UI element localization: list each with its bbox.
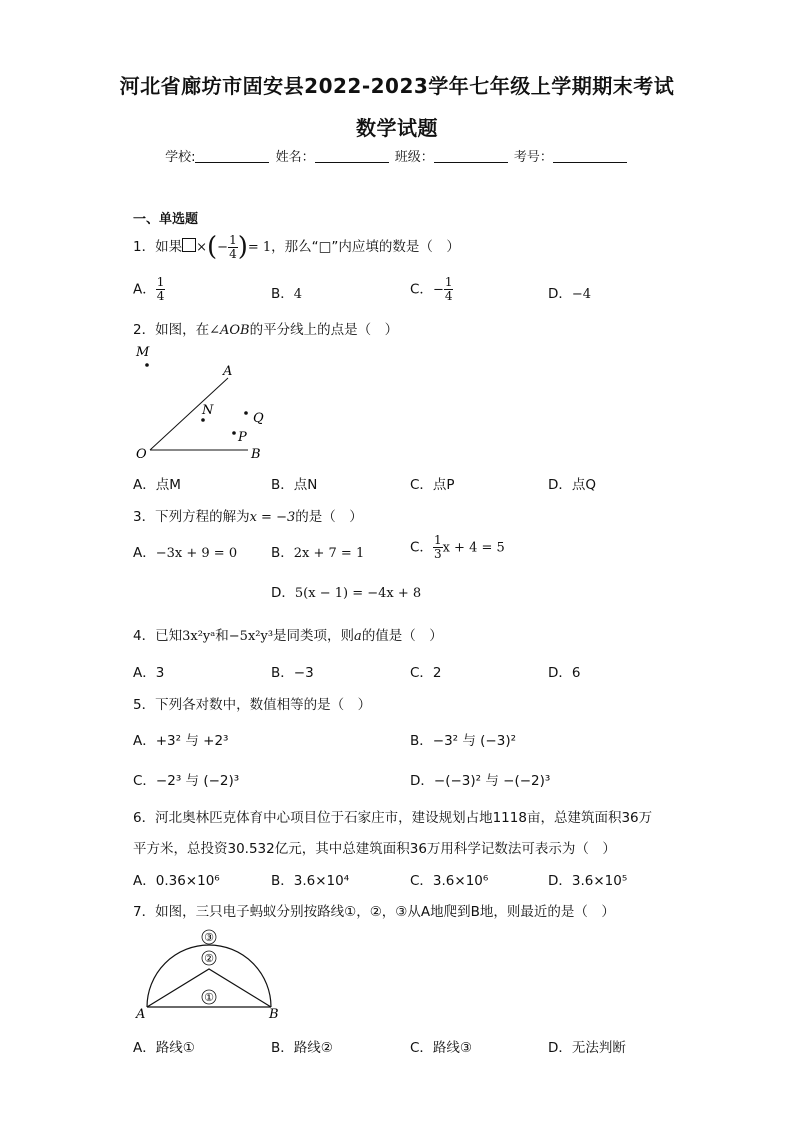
q4-option-a[interactable]: A．3 bbox=[133, 665, 165, 681]
exam-number-blank[interactable] bbox=[553, 150, 627, 163]
q7-option-d[interactable]: D．无法判断 bbox=[548, 1040, 626, 1056]
q3-option-b[interactable]: B．2x + 7 = 1 bbox=[271, 545, 365, 561]
q5-option-d[interactable]: D．−(−3)² 与 −(−2)³ bbox=[410, 773, 551, 789]
q6-option-b[interactable]: B．3.6×10⁴ bbox=[271, 873, 350, 889]
box-placeholder bbox=[182, 238, 196, 252]
q3-option-d[interactable]: D．5(x − 1) = −4x + 8 bbox=[271, 585, 422, 601]
name-label: 姓名： bbox=[275, 150, 315, 165]
question-6-stem-line2: 平方米，总投资30.532亿元，其中总建筑面积36万用科学记数法可表示为（ ） bbox=[133, 841, 616, 857]
q1-option-a[interactable]: A． $\frac{1}{4}$ bbox=[133, 275, 165, 303]
question-7-stem: 7．如图，三只电子蚂蚁分别按路线①，②，③从A地爬到B地，则最近的是（ ） bbox=[133, 904, 615, 920]
route-figure bbox=[130, 925, 290, 1025]
q7-option-c[interactable]: C．路线③ bbox=[410, 1040, 473, 1056]
question-6-stem-line1: 6．河北奥林匹克体育中心项目位于石家庄市，建设规划占地1118亩，总建筑面积36万 bbox=[133, 810, 653, 826]
q2-option-a[interactable]: A．点M bbox=[133, 477, 181, 493]
q5-option-a[interactable]: A．+3² 与 +2³ bbox=[133, 733, 229, 749]
point-m bbox=[145, 363, 149, 367]
q1-option-d[interactable]: D．−4 bbox=[548, 286, 592, 302]
class-label: 班级： bbox=[394, 150, 434, 165]
question-3-stem: 3．下列方程的解为x = −3的是（ ） bbox=[133, 509, 363, 525]
point-n bbox=[201, 418, 205, 422]
marker-3: ③ bbox=[204, 931, 214, 944]
q4-option-d[interactable]: D．6 bbox=[548, 665, 581, 681]
question-2-stem: 2．如图，在∠AOB的平分线上的点是（ ） bbox=[133, 322, 399, 338]
exam-title: 河北省廊坊市固安县2022-2023学年七年级上学期期末考试 bbox=[119, 74, 675, 98]
point-q bbox=[244, 411, 248, 415]
exam-number-label: 考号： bbox=[513, 150, 553, 165]
q2-option-b[interactable]: B．点N bbox=[271, 477, 318, 493]
label-q: Q bbox=[253, 411, 264, 426]
marker-1: ① bbox=[204, 991, 214, 1004]
marker-2: ② bbox=[204, 952, 214, 965]
label-b: B bbox=[269, 1007, 279, 1022]
q3-option-a[interactable]: A．−3x + 9 = 0 bbox=[133, 545, 238, 561]
question-5-stem: 5．下列各对数中，数值相等的是（ ） bbox=[133, 697, 372, 713]
q7-option-a[interactable]: A．路线① bbox=[133, 1040, 195, 1056]
q4-option-c[interactable]: C．2 bbox=[410, 665, 442, 681]
q6-option-a[interactable]: A．0.36×10⁶ bbox=[133, 873, 220, 889]
label-a: A bbox=[223, 364, 233, 379]
q6-option-d[interactable]: D．3.6×10⁵ bbox=[548, 873, 628, 889]
label-m: M bbox=[136, 345, 150, 360]
exam-subtitle: 数学试题 bbox=[356, 116, 438, 140]
label-a: A bbox=[136, 1007, 146, 1022]
q4-option-b[interactable]: B．−3 bbox=[271, 665, 314, 681]
label-p: P bbox=[238, 430, 247, 445]
q2-option-d[interactable]: D．点Q bbox=[548, 477, 597, 493]
ray-oa bbox=[150, 378, 228, 450]
q7-option-b[interactable]: B．路线② bbox=[271, 1040, 333, 1056]
q5-option-b[interactable]: B．−3² 与 (−3)² bbox=[410, 733, 517, 749]
question-4-stem: 4．已知3x²yᵃ和−5x²y³是同类项，则a的值是（ ） bbox=[133, 628, 443, 644]
q1-fraction: $\frac{1}{4}$ bbox=[229, 232, 237, 261]
label-b: B bbox=[251, 447, 261, 462]
q3-option-c[interactable]: C． $\frac{1}{3}$ x + 4 = 5 bbox=[410, 533, 505, 561]
section-title: 一、单选题 bbox=[133, 212, 199, 227]
q2-option-c[interactable]: C．点P bbox=[410, 477, 455, 493]
question-1-stem: 1．如果 ×(− $\frac{1}{4}$ )= 1，那么“□”内应填的数是（ ） bbox=[133, 232, 460, 262]
point-p bbox=[232, 431, 236, 435]
q6-option-c[interactable]: C．3.6×10⁶ bbox=[410, 873, 489, 889]
student-info-row bbox=[0, 146, 794, 165]
school-blank[interactable] bbox=[195, 150, 269, 163]
q1-option-b[interactable]: B．4 bbox=[271, 286, 303, 302]
q1-option-c[interactable]: C．− $\frac{1}{4}$ bbox=[410, 275, 453, 303]
class-blank[interactable] bbox=[434, 150, 508, 163]
q5-option-c[interactable]: C．−2³ 与 (−2)³ bbox=[133, 773, 240, 789]
label-o: O bbox=[136, 447, 147, 462]
school-label: 学校: bbox=[165, 150, 196, 165]
label-n: N bbox=[202, 403, 214, 418]
angle-aob-figure bbox=[130, 340, 290, 465]
name-blank[interactable] bbox=[315, 150, 389, 163]
